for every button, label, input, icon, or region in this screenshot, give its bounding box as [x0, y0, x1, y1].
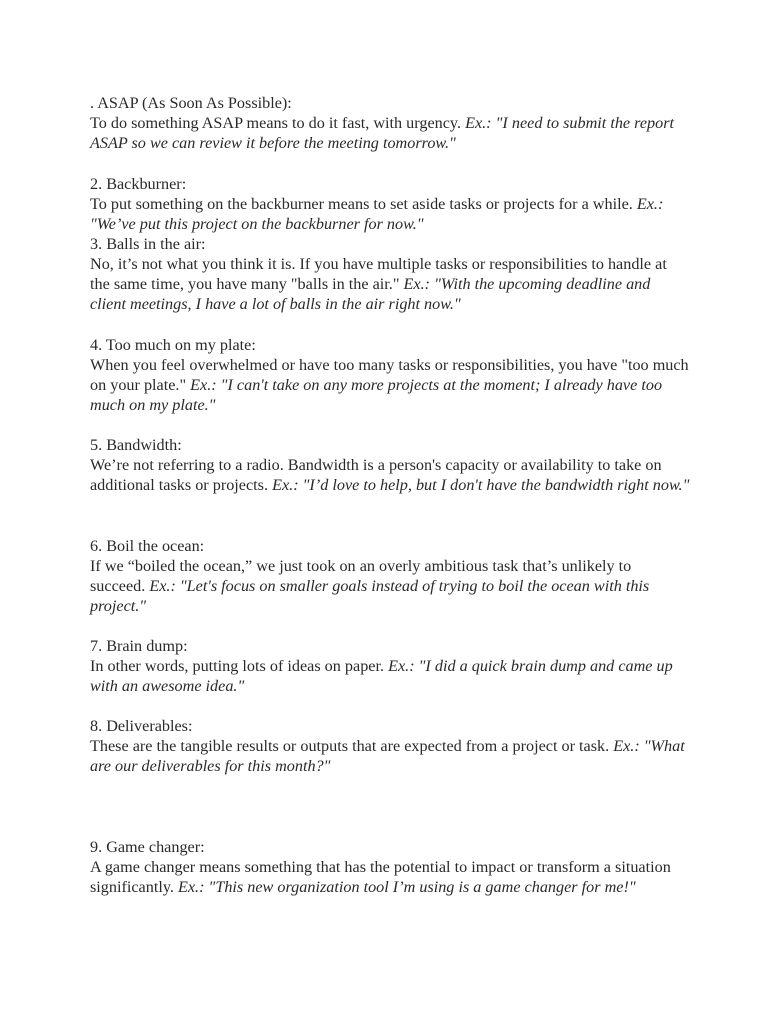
- entry-definition: We’re not referring to a radio. Bandwidth is a person's capacity or availability to take on additional tasks or projects.: [90, 456, 662, 494]
- entry-definition: When you feel overwhelmed or have too many tasks or responsibilities, you have "too much on your plate.": [90, 356, 689, 394]
- entry-definition: No, it’s not what you think it is. If you have multiple tasks or responsibilities to handle at the same time, you have many "balls in the air.": [90, 255, 667, 293]
- entry-example: Ex.: "I can't take on any more projects at the moment; I already have too much on my plate.": [90, 376, 663, 414]
- entry-example: Ex.: "I need to submit the report ASAP so we can review it before the meeting tomorrow.": [90, 114, 675, 152]
- entry-example: Ex.: "We’ve put this project on the backburner for now.": [90, 195, 664, 233]
- entry-heading: 4. Too much on my plate:: [90, 336, 256, 354]
- entry-heading: 6. Boil the ocean:: [90, 537, 205, 555]
- entry-brain-dump: [90, 636, 690, 696]
- entry-bandwidth: [90, 435, 690, 495]
- entry-example: Ex.: "With the upcoming deadline and client meetings, I have a lot of balls in the air right now.": [90, 275, 651, 313]
- entry-definition: These are the tangible results or outputs that are expected from a project or task.: [90, 737, 610, 755]
- entry-example: Ex.: "Let's focus on smaller goals instead of trying to boil the ocean with this project.": [90, 577, 650, 615]
- entry-backburner: [90, 174, 690, 234]
- entry-definition: In other words, putting lots of ideas on paper.: [90, 657, 385, 675]
- entry-heading: . ASAP (As Soon As Possible):: [90, 94, 292, 112]
- entry-deliverables: [90, 716, 690, 776]
- entry-boil-the-ocean: [90, 536, 690, 616]
- entry-heading: 2. Backburner:: [90, 175, 187, 193]
- entry-heading: 9. Game changer:: [90, 838, 205, 856]
- entry-game-changer: [90, 837, 690, 897]
- entry-definition: To put something on the backburner means to set aside tasks or projects for a while.: [90, 195, 633, 213]
- entry-example: Ex.: "This new organization tool I’m using is a game changer for me!": [177, 878, 636, 896]
- entry-definition: A game changer means something that has the potential to impact or transform a situation significantly.: [90, 858, 671, 896]
- entry-definition: If we “boiled the ocean,” we just took on an overly ambitious task that’s unlikely to succeed.: [90, 557, 632, 595]
- entry-heading: 5. Bandwidth:: [90, 436, 182, 454]
- entry-heading: 7. Brain dump:: [90, 637, 188, 655]
- entry-example: Ex.: "I’d love to help, but I don't have the bandwidth right now.": [272, 476, 690, 494]
- entry-heading: 8. Deliverables:: [90, 717, 193, 735]
- entry-definition: To do something ASAP means to do it fast, with urgency.: [90, 114, 462, 132]
- entry-example: Ex.: "I did a quick brain dump and came up with an awesome idea.": [90, 657, 673, 695]
- entry-balls-in-the-air: [90, 234, 690, 314]
- entry-example: Ex.: "What are our deliverables for this month?": [90, 737, 685, 775]
- entry-heading: 3. Balls in the air:: [90, 235, 206, 253]
- entry-asap: [90, 93, 690, 153]
- entry-too-much-on-my-plate: [90, 335, 690, 415]
